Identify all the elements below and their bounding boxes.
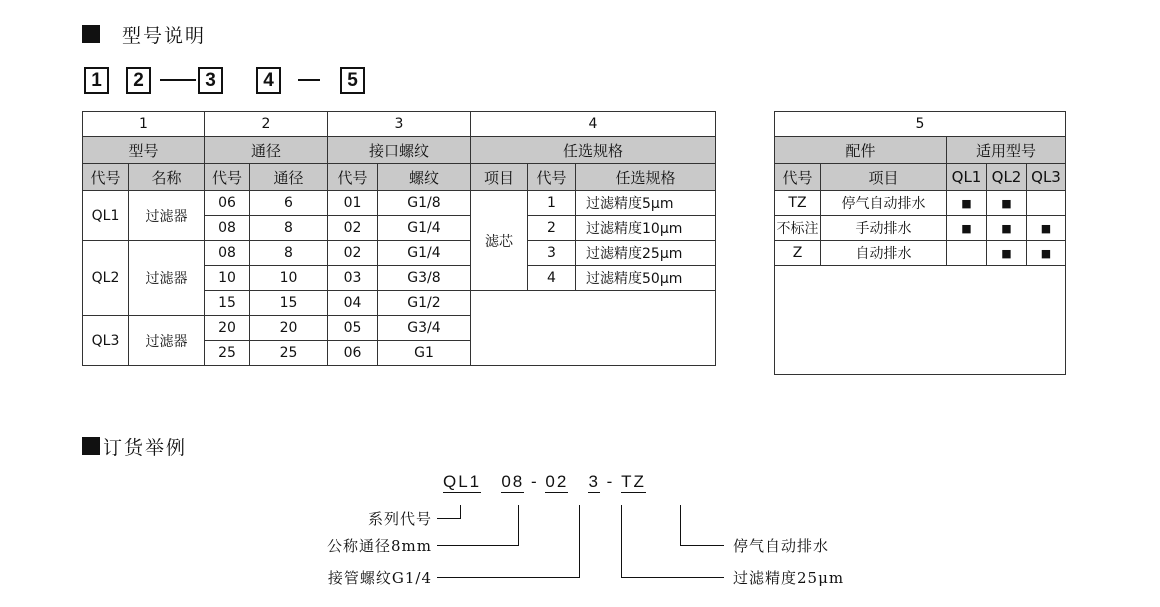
mark: ■ <box>1027 241 1066 266</box>
mark: ■ <box>947 216 987 241</box>
thread-code: 04 <box>328 291 378 316</box>
code-box-1: 1 <box>84 67 109 94</box>
option-code: 2 <box>528 216 576 241</box>
mark: ■ <box>987 191 1027 216</box>
bore-size: 15 <box>250 291 328 316</box>
thread-code: 05 <box>328 316 378 341</box>
table-row <box>775 191 1066 216</box>
thread-code: 02 <box>328 216 378 241</box>
model-code: QL1 <box>83 191 129 241</box>
mark <box>947 241 987 266</box>
label-filter: 过滤精度25μm <box>733 569 845 587</box>
code-part-dash: - <box>530 472 539 491</box>
sub-header: QL3 <box>1027 164 1066 191</box>
sub-header: 名称 <box>129 164 205 191</box>
model-name: 过滤器 <box>129 191 205 241</box>
leader-line <box>680 505 681 545</box>
sub-header: 代号 <box>83 164 129 191</box>
sub-header: 螺纹 <box>378 164 471 191</box>
group-header: 任选规格 <box>471 137 716 164</box>
accessory-item: 手动排水 <box>821 216 947 241</box>
code-part-accessory: TZ <box>621 472 646 491</box>
thread-value: G1/8 <box>378 191 471 216</box>
bore-code: 15 <box>205 291 250 316</box>
leader-line <box>621 505 622 577</box>
sub-header: 代号 <box>205 164 250 191</box>
label-bore: 公称通径8mm <box>327 537 432 555</box>
accessory-item: 停气自动排水 <box>821 191 947 216</box>
model-table <box>82 111 716 366</box>
thread-code: 01 <box>328 191 378 216</box>
accessory-code: 不标注 <box>775 216 821 241</box>
option-spec: 过滤精度10μm <box>576 216 716 241</box>
accessory-code: Z <box>775 241 821 266</box>
sub-header: 任选规格 <box>576 164 716 191</box>
accessory-item: 自动排水 <box>821 241 947 266</box>
leader-line <box>437 577 580 578</box>
leader-line <box>437 518 461 519</box>
mark: ■ <box>987 216 1027 241</box>
code-part-thread: 02 <box>545 472 569 491</box>
bore-size: 8 <box>250 241 328 266</box>
option-code: 1 <box>528 191 576 216</box>
bore-code: 08 <box>205 241 250 266</box>
sub-header: QL1 <box>947 164 987 191</box>
group-header: 接口螺纹 <box>328 137 471 164</box>
thread-code: 03 <box>328 266 378 291</box>
sub-header: 通径 <box>250 164 328 191</box>
accessory-code: TZ <box>775 191 821 216</box>
code-dash <box>160 79 196 81</box>
leader-line <box>437 545 519 546</box>
heading-square-icon <box>82 25 100 43</box>
col-number: 1 <box>83 112 205 137</box>
model-code: QL2 <box>83 241 129 316</box>
leader-line <box>680 545 724 546</box>
code-part-option: 3 <box>588 472 600 491</box>
bore-size: 20 <box>250 316 328 341</box>
group-header: 适用型号 <box>947 137 1066 164</box>
model-name: 过滤器 <box>129 316 205 366</box>
col-number: 4 <box>471 112 716 137</box>
bore-size: 6 <box>250 191 328 216</box>
leader-line <box>621 577 724 578</box>
option-spec: 过滤精度50μm <box>576 266 716 291</box>
col-number: 3 <box>328 112 471 137</box>
table-row <box>775 266 1066 375</box>
label-thread: 接管螺纹G1/4 <box>327 569 432 587</box>
bore-size: 8 <box>250 216 328 241</box>
order-heading: 订货举例 <box>103 437 188 459</box>
bore-code: 20 <box>205 316 250 341</box>
label-series: 系列代号 <box>367 510 432 528</box>
sub-header: 代号 <box>328 164 378 191</box>
thread-value: G1/4 <box>378 216 471 241</box>
model-name: 过滤器 <box>129 241 205 316</box>
label-accessory: 停气自动排水 <box>733 537 830 555</box>
code-box-2: 2 <box>126 67 151 94</box>
thread-code: 06 <box>328 341 378 366</box>
mark <box>1027 191 1066 216</box>
table-row <box>775 241 1066 266</box>
group-header: 配件 <box>775 137 947 164</box>
bore-code: 10 <box>205 266 250 291</box>
bore-code: 06 <box>205 191 250 216</box>
code-box-5: 5 <box>340 67 365 94</box>
order-code <box>443 472 646 493</box>
leader-line <box>579 505 580 577</box>
model-code: QL3 <box>83 316 129 366</box>
heading-square-icon <box>82 437 100 455</box>
sub-header: 项目 <box>821 164 947 191</box>
bore-size: 25 <box>250 341 328 366</box>
empty-cell <box>775 266 1066 375</box>
thread-value: G1 <box>378 341 471 366</box>
sub-header: 代号 <box>775 164 821 191</box>
col-number: 5 <box>775 112 1066 137</box>
mark: ■ <box>947 191 987 216</box>
code-part-bore: 08 <box>501 472 525 491</box>
thread-value: G3/8 <box>378 266 471 291</box>
mark: ■ <box>1027 216 1066 241</box>
option-spec: 过滤精度5μm <box>576 191 716 216</box>
table-row <box>83 191 716 216</box>
code-part-series: QL1 <box>443 472 482 491</box>
code-box-4: 4 <box>256 67 281 94</box>
option-item: 滤芯 <box>471 191 528 291</box>
code-part-dash: - <box>606 472 615 491</box>
leader-line <box>518 505 519 545</box>
code-dash <box>298 79 320 81</box>
sub-header: 项目 <box>471 164 528 191</box>
model-heading: 型号说明 <box>122 25 207 47</box>
option-code: 3 <box>528 241 576 266</box>
group-header: 通径 <box>205 137 328 164</box>
thread-code: 02 <box>328 241 378 266</box>
sub-header: 代号 <box>528 164 576 191</box>
col-number: 2 <box>205 112 328 137</box>
thread-value: G1/2 <box>378 291 471 316</box>
option-spec: 过滤精度25μm <box>576 241 716 266</box>
thread-value: G1/4 <box>378 241 471 266</box>
bore-size: 10 <box>250 266 328 291</box>
empty-cell <box>471 291 716 366</box>
bore-code: 25 <box>205 341 250 366</box>
code-box-3: 3 <box>198 67 223 94</box>
bore-code: 08 <box>205 216 250 241</box>
thread-value: G3/4 <box>378 316 471 341</box>
mark: ■ <box>987 241 1027 266</box>
sub-header: QL2 <box>987 164 1027 191</box>
option-code: 4 <box>528 266 576 291</box>
leader-line <box>460 505 461 518</box>
group-header: 型号 <box>83 137 205 164</box>
table-row <box>83 241 716 266</box>
table-row <box>775 216 1066 241</box>
accessory-table <box>774 111 1066 375</box>
